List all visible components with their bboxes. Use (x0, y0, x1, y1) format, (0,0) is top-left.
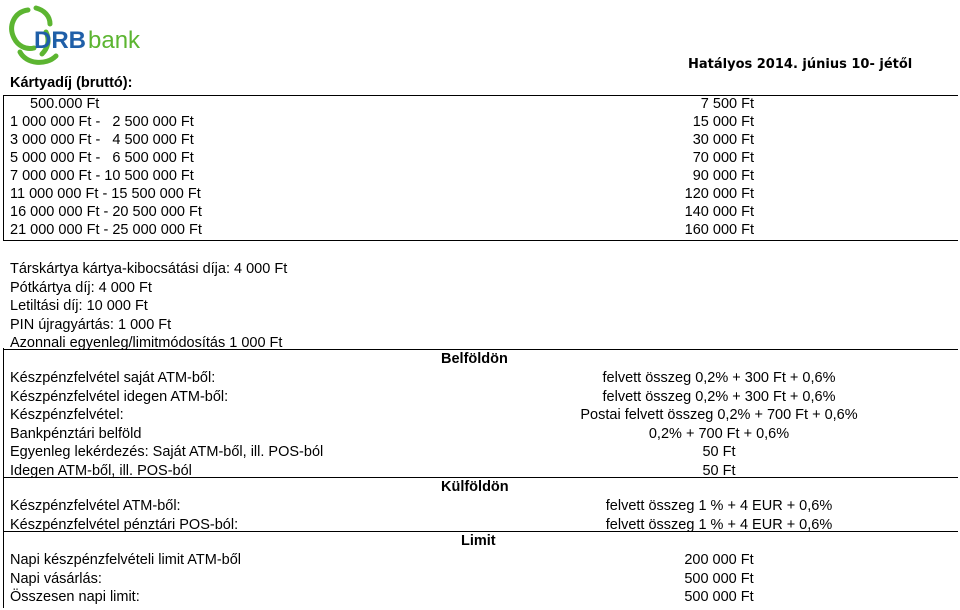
domestic-row-label: Idegen ATM-ből, ill. POS-ból (10, 463, 192, 479)
fee-row (4, 222, 958, 240)
fee-amount: 15 000 Ft (692, 114, 754, 130)
limits-row-label: Napi készpénzfelvételi limit ATM-ből (10, 552, 242, 568)
fee-range: 7 000 000 Ft - 10 500 000 Ft (10, 168, 194, 184)
abroad-section-title: Külföldön (441, 479, 509, 495)
limits-row-value: 500 000 Ft (684, 570, 754, 587)
other-fee-item: PIN újragyártás: 1 000 Ft (10, 316, 172, 333)
domestic-row-value: 0,2% + 700 Ft + 0,6% (648, 425, 790, 442)
fee-range: 3 000 000 Ft - 4 500 000 Ft (10, 132, 194, 148)
domestic-section-title: Belföldön (441, 351, 508, 367)
fee-range: 11 000 000 Ft - 15 500 000 Ft (10, 186, 201, 202)
other-fee-item: Pótkártya díj: 4 000 Ft (10, 279, 152, 296)
fee-row (4, 150, 958, 168)
other-fee-item: Letiltási díj: 10 000 Ft (10, 298, 148, 314)
fee-amount: 90 000 Ft (692, 168, 754, 184)
fee-amount: 140 000 Ft (684, 204, 754, 220)
fee-row (4, 114, 958, 132)
fee-row (4, 168, 958, 186)
domestic-row-label: Készpénzfelvétel idegen ATM-ből: (10, 388, 229, 405)
fee-range: 16 000 000 Ft - 20 500 000 Ft (10, 204, 202, 220)
fee-amount: 30 000 Ft (692, 132, 754, 148)
fee-row (4, 96, 958, 114)
domestic-row-value: felvett összeg 0,2% + 300 Ft + 0,6% (602, 388, 836, 405)
abroad-row-value: felvett összeg 1 % + 4 EUR + 0,6% (605, 498, 833, 514)
logo-mark-icon (6, 4, 156, 68)
other-fee-item: Társkártya kártya-kibocsátási díja: 4 000 Ft (10, 261, 288, 277)
fee-range: 21 000 000 Ft - 25 000 000 Ft (10, 222, 202, 238)
fee-row (4, 132, 958, 150)
fee-range: 5 000 000 Ft - 6 500 000 Ft (10, 150, 194, 166)
fee-row (4, 204, 958, 222)
limits-row-label: Napi vásárlás: (10, 570, 102, 587)
logo-bank-text: bank (88, 27, 141, 54)
fee-amount: 7 500 Ft (700, 96, 754, 112)
drb-bank-logo (6, 4, 156, 68)
limits-section-title: Limit (461, 533, 496, 549)
abroad-row-label: Készpénzfelvétel ATM-ből: (10, 498, 181, 514)
domestic-row-value: Postai felvett összeg 0,2% + 700 Ft + 0,6% (580, 407, 858, 424)
abroad-row-label: Készpénzfelvétel pénztári POS-ból: (10, 516, 239, 533)
domestic-row-label: Bankpénztári belföld (10, 425, 142, 442)
domestic-row-label: Egyenleg lekérdezés: Saját ATM-ből, ill. POS-ból (10, 444, 324, 461)
limits-row-value: 200 000 Ft (684, 552, 754, 568)
domestic-row-label: Készpénzfelvétel saját ATM-ből: (10, 370, 216, 386)
fee-range: 500.000 Ft (30, 96, 100, 112)
fee-amount: 70 000 Ft (692, 150, 754, 166)
domestic-row-value: felvett összeg 0,2% + 300 Ft + 0,6% (602, 370, 836, 386)
domestic-row-value: 50 Ft (702, 463, 736, 479)
fee-amount: 120 000 Ft (684, 186, 754, 202)
domestic-row-value: 50 Ft (702, 444, 736, 461)
limits-row-value: 500 000 Ft (684, 589, 754, 606)
fee-range: 1 000 000 Ft - 2 500 000 Ft (10, 114, 194, 130)
limits-row-label: Összesen napi limit: (10, 589, 140, 606)
card-fee-title: Kártyadíj (bruttó): (10, 75, 133, 91)
domestic-row-label: Készpénzfelvétel: (10, 407, 124, 424)
fee-row (4, 186, 958, 204)
logo-drb-text: DRB (34, 27, 86, 54)
valid-from-text: Hatályos 2014. június 10- jétől (688, 57, 913, 72)
card-fee-table (3, 95, 958, 241)
abroad-row-value: felvett összeg 1 % + 4 EUR + 0,6% (605, 516, 833, 533)
other-fee-item: Azonnali egyenleg/limitmódosítás 1 000 Ft (10, 335, 283, 351)
fee-amount: 160 000 Ft (684, 222, 754, 238)
